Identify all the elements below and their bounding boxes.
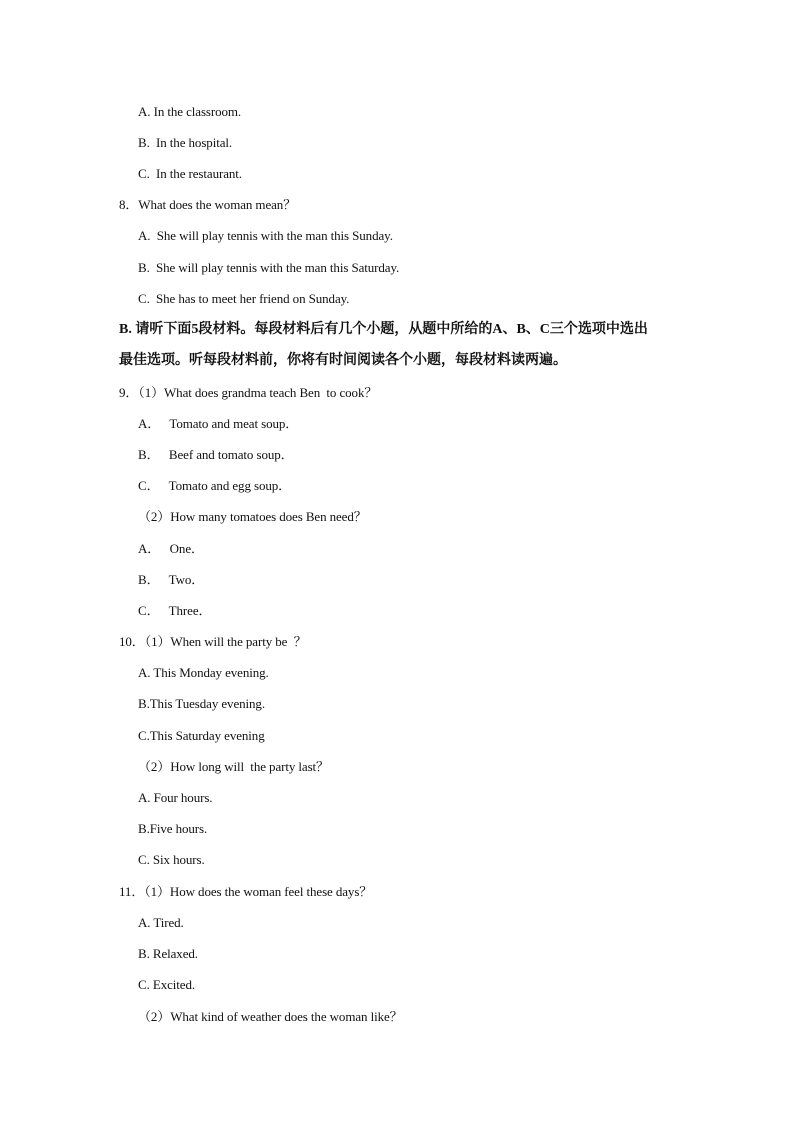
option-8a: A. She will play tennis with the man this Sunday. bbox=[138, 228, 393, 243]
question-10-1: 10．（1）When will the party be ？ bbox=[119, 634, 307, 649]
option-9-1b: B． Beef and tomato soup． bbox=[138, 447, 294, 462]
option-7b: B. In the hospital. bbox=[138, 135, 233, 150]
question-11-2: （2）What kind of weather does the woman like？ bbox=[138, 1009, 403, 1024]
option-10-1b: B.This Tuesday evening. bbox=[138, 696, 265, 711]
option-11-1a: A. Tired. bbox=[138, 915, 184, 930]
section-b-instructions-line-1: B. 请听下面5段材料。每段材料后有几个小题，从题中所给的A、B、C三个选项中选出 bbox=[119, 322, 648, 337]
option-10-2a: A. Four hours. bbox=[138, 790, 213, 805]
question-10-2: （2）How long will the party last？ bbox=[138, 759, 329, 774]
question-9-2: （2）How many tomatoes does Ben need？ bbox=[138, 509, 367, 524]
option-9-1c: C． Tomato and egg soup． bbox=[138, 478, 292, 493]
option-11-1b: B. Relaxed. bbox=[138, 946, 198, 961]
option-10-1a: A. This Monday evening. bbox=[138, 665, 269, 680]
question-9-1: 9．（1）What does grandma teach Ben to cook？ bbox=[119, 385, 378, 400]
option-8b: B. She will play tennis with the man this Saturday. bbox=[138, 260, 400, 275]
option-8c: C. She has to meet her friend on Sunday. bbox=[138, 291, 350, 306]
section-b-instructions-line-2: 最佳选项。听每段材料前，你将有时间阅读各个小题，每段材料读两遍。 bbox=[119, 353, 567, 368]
option-11-1c: C. Excited. bbox=[138, 977, 196, 992]
option-7c: C. In the restaurant. bbox=[138, 166, 242, 181]
option-7a: A. In the classroom. bbox=[138, 104, 242, 119]
question-11-1: 11．（1）How does the woman feel these days？ bbox=[119, 884, 373, 899]
option-10-2b: B.Five hours. bbox=[138, 821, 208, 836]
option-10-2c: C. Six hours. bbox=[138, 852, 205, 867]
option-10-1c: C.This Saturday evening bbox=[138, 728, 265, 743]
option-9-1a: A． Tomato and meat soup． bbox=[138, 416, 299, 431]
option-9-2c: C． Three． bbox=[138, 603, 212, 618]
option-9-2a: A． One． bbox=[138, 541, 204, 556]
question-8: 8．What does the woman mean？ bbox=[119, 197, 297, 212]
option-9-2b: B． Two． bbox=[138, 572, 205, 587]
